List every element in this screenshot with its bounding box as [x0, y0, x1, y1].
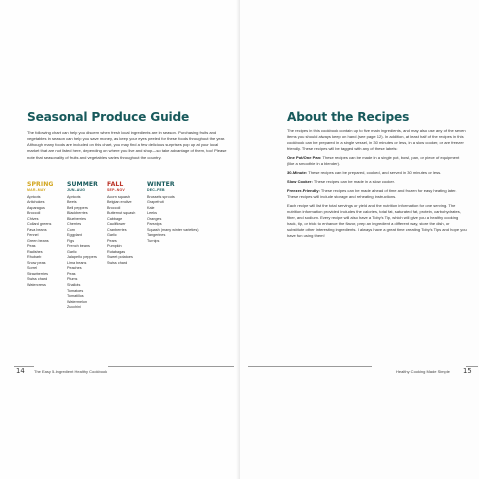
season-column-summer	[67, 181, 103, 311]
produce-list	[67, 195, 103, 311]
produce-item: Plums	[67, 277, 78, 282]
about-intro-text: The recipes in this cookbook contain up to five main ingredients, and may also use any of the seven items you should always keep on hand (see page 12). In addition, at least half of the recipes in this cookbook can be prepared in a single vessel, in 30 minutes or less, in a slow cooker, or are freezer friendly. These recipes will be tagged with any of these labels:	[287, 128, 466, 152]
produce-item: Garlic	[107, 233, 117, 238]
produce-list	[147, 194, 199, 245]
label-freezer-friendly	[287, 188, 467, 200]
produce-item: Apricots	[67, 194, 81, 199]
produce-list	[27, 195, 63, 289]
produce-item: Fennel	[27, 233, 39, 238]
produce-item: Shallots	[67, 283, 81, 287]
produce-item: Broccoli	[107, 205, 121, 210]
produce-item: Pumpkin	[107, 244, 122, 249]
produce-item: Blackberries	[67, 211, 88, 216]
produce-item: Grapefruit	[147, 200, 164, 205]
produce-item: Belgian endive	[107, 200, 132, 205]
produce-item: Swiss chard	[107, 260, 128, 265]
produce-item: Garlic	[67, 249, 77, 254]
label-term: 30-Minute:	[287, 170, 308, 176]
produce-item: Cherries	[67, 222, 82, 227]
produce-item: Parsnips	[147, 222, 162, 227]
produce-item: Strawberries	[27, 271, 49, 276]
produce-item: Sorrel	[27, 266, 38, 271]
seasonal-intro	[27, 130, 227, 163]
produce-item: Collard greens	[27, 222, 52, 227]
produce-item: Tomatillos	[67, 294, 84, 299]
label-slow-cooker	[287, 179, 467, 185]
produce-item: Zucchini	[67, 305, 81, 310]
produce-item: Bell peppers	[67, 205, 88, 210]
produce-item: Kale	[147, 205, 155, 210]
produce-item: Corn	[67, 227, 76, 232]
season-name: WINTER	[147, 181, 175, 188]
produce-item: Asparagus	[27, 205, 45, 210]
season-name: SPRING	[27, 181, 54, 188]
left-page	[0, 0, 239, 479]
produce-item: Rutabagas	[107, 249, 126, 254]
produce-item: Blueberries	[67, 216, 86, 221]
label-desc: These recipes can be made in a single pot, bowl, pan, or piece of equipment (like a smoothie in a blender).	[287, 155, 460, 167]
about-recipes-body	[287, 128, 467, 242]
label-30-minute	[287, 170, 467, 176]
produce-item: Watercress	[27, 283, 46, 287]
produce-item: Watermelon	[67, 299, 88, 304]
produce-item: Cauliflower	[107, 222, 126, 227]
label-term: Slow Cooker:	[287, 178, 313, 184]
label-one-pot	[287, 155, 467, 167]
produce-item: Cranberries	[107, 227, 127, 232]
produce-item: Beets	[67, 200, 77, 205]
produce-item: Cabbage	[107, 216, 123, 221]
footer-rule-left-2	[108, 366, 234, 367]
produce-item: Acorn squash	[107, 194, 130, 199]
produce-item: Butternut squash	[107, 211, 136, 216]
produce-item: Chives	[27, 216, 39, 221]
produce-item: Sweet potatoes	[107, 255, 133, 260]
label-term: One Pot/One Pan:	[287, 155, 322, 161]
produce-item: Peas	[67, 271, 76, 276]
produce-item: Lima beans	[67, 260, 87, 265]
produce-item: Fava beans	[27, 227, 47, 232]
label-desc: These recipes can be made ahead of time and frozen for easy heating later. These recipes will include storage and reheating instructions.	[287, 187, 457, 199]
produce-item: Eggplant	[67, 233, 82, 238]
about-recipes-heading: About the Recipes	[287, 110, 410, 124]
produce-list	[107, 195, 145, 267]
produce-item: Rhubarb	[27, 255, 42, 260]
season-months: MAR–MAY	[27, 188, 46, 192]
label-desc: These recipes can be prepared, cooked, and served in 30 minutes or less.	[307, 170, 442, 176]
produce-item: Green beans	[27, 238, 49, 243]
produce-item: Peas	[27, 244, 36, 249]
running-title-right: Healthy Cooking Made Simple	[396, 369, 450, 374]
produce-item: Peaches	[67, 266, 82, 271]
season-months: JUN–AUG	[67, 188, 86, 192]
produce-item: Brussels sprouts	[147, 194, 175, 199]
produce-item: Squash (many winter varieties)	[147, 227, 199, 232]
produce-item: Turnips	[147, 238, 160, 243]
season-name: SUMMER	[67, 181, 98, 188]
about-closing-text: Each recipe will list the total servings or yield and the nutrition information for one serving. The nutrition information provided includes the calories, total fat, saturated fat, protein, carbohydrates, fiber, and sodium. Every recipe will also have a Toby's Tip, which will give you a healthy cooking hack, tip, or trick to enhance the flavor, prep an ingredient a different way, store the dish, or substitute other interesting ingredients. I always have a great time creating Toby's Tips and hope you have fun using them!	[287, 202, 467, 239]
label-desc: These recipes can be made in a slow cooker.	[312, 178, 395, 184]
season-name: FALL	[107, 181, 124, 188]
produce-item: Snow peas	[27, 260, 46, 265]
season-column-fall	[107, 181, 145, 266]
season-months: SEP–NOV	[107, 188, 125, 192]
produce-item: Artichokes	[27, 200, 45, 205]
season-column-spring	[27, 181, 63, 289]
page-number-right: 15	[463, 367, 472, 375]
produce-item: Pears	[107, 238, 117, 243]
seasonal-produce-heading: Seasonal Produce Guide	[27, 110, 190, 124]
produce-item: Leeks	[147, 211, 158, 216]
page-number-left: 14	[16, 367, 25, 375]
produce-item: Tomatoes	[67, 288, 84, 293]
season-months: DEC–FEB	[147, 188, 165, 192]
produce-item: Tangerines	[147, 233, 166, 238]
running-title-left: The Easy 5-Ingredient Healthy Cookbook	[34, 369, 108, 374]
produce-item: Apricots	[27, 194, 41, 199]
produce-item: Swiss chard	[27, 277, 48, 282]
label-term: Freezer-Friendly:	[287, 187, 320, 193]
produce-item: Jalapeño peppers	[67, 255, 97, 260]
produce-item: Radishes	[27, 249, 43, 254]
produce-item: French beans	[67, 244, 90, 249]
footer-rule-right	[248, 366, 372, 367]
produce-item: Broccoli	[27, 211, 41, 216]
season-column-winter	[147, 181, 199, 244]
produce-item: Figs	[67, 238, 75, 243]
produce-item: Oranges	[147, 216, 162, 221]
seasonal-intro-text: The following chart can help you discern when fresh local ingredients are in season. Purchasing fruits and vegetables in season can help you save money, as keep your eyes peeled for these foods throughout the year. Although many foods are included on this chart, you may find a few delicious surprises pop up at your local market that are not listed here, depending on where you live and shop—so take advantage of them, too! Please note that seasonality of fruits and vegetables varies throughout the country.	[27, 130, 227, 160]
right-page	[240, 0, 479, 479]
